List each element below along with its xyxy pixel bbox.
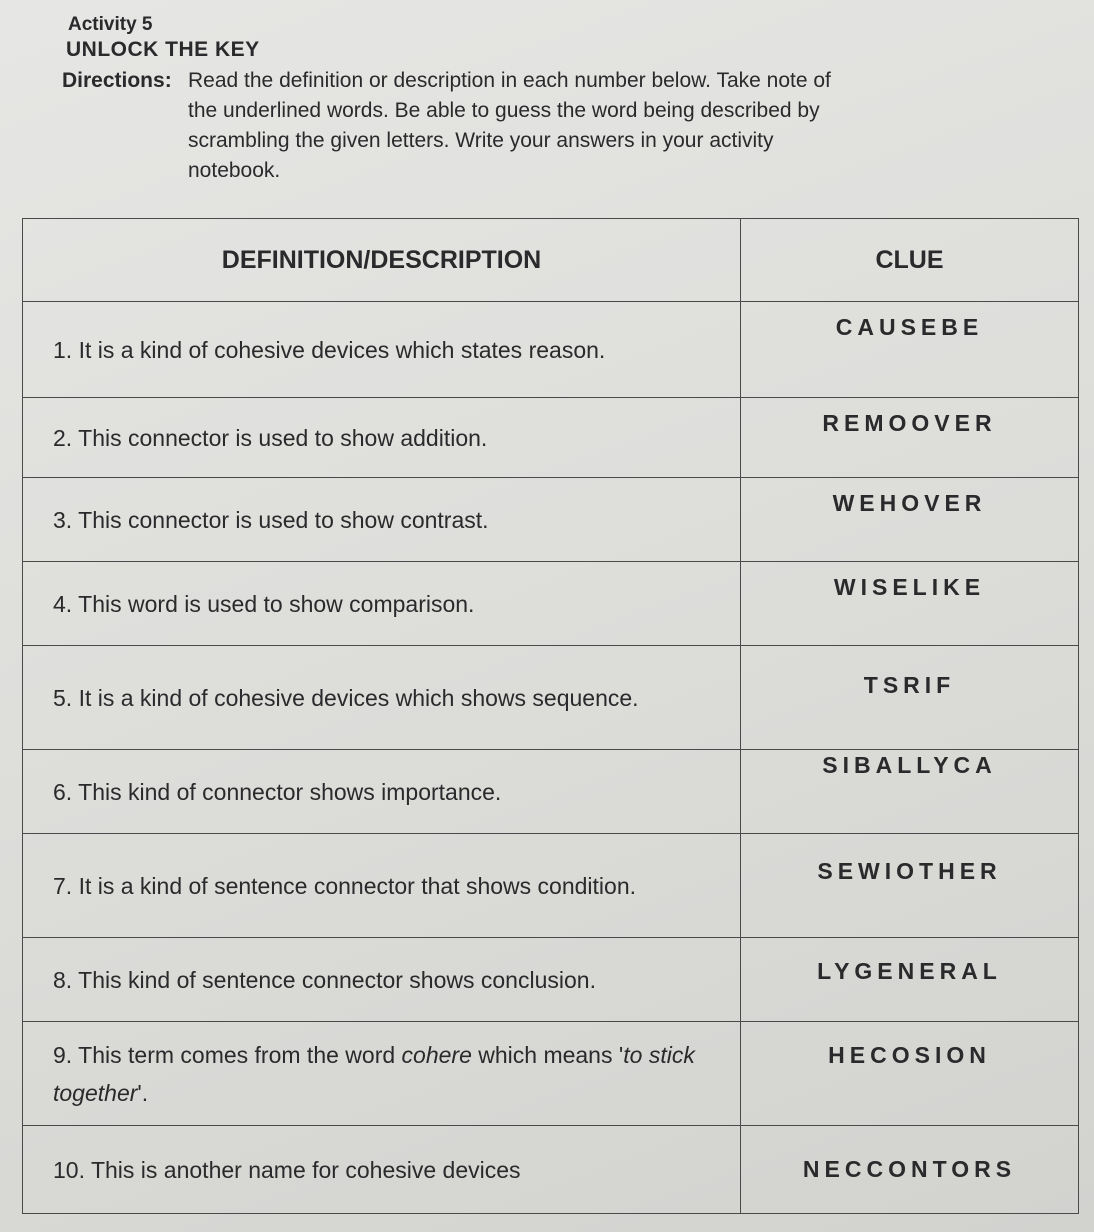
clue-cell: SEWIOTHER xyxy=(741,834,1079,938)
clue-cell: TSRIF xyxy=(741,646,1079,750)
table-row xyxy=(23,478,1079,562)
italic-word: cohere xyxy=(401,1041,472,1068)
item-number: 2. xyxy=(53,424,73,451)
definition-text: This kind of connector shows importance. xyxy=(78,778,502,805)
header-definition: DEFINITION/DESCRIPTION xyxy=(23,219,741,302)
table-row xyxy=(23,938,1079,1022)
clue-table xyxy=(22,218,1079,1214)
definition-text: This kind of sentence connector shows conclusion. xyxy=(78,966,596,993)
directions-line: notebook. xyxy=(188,159,281,182)
definition-cell xyxy=(23,1022,741,1126)
definition-text: '. xyxy=(137,1079,149,1106)
definition-cell xyxy=(23,750,741,834)
item-number: 5. xyxy=(53,684,73,711)
definition-text: This term comes from the word xyxy=(78,1041,396,1068)
table-row xyxy=(23,1126,1079,1214)
clue-cell: WEHOVER xyxy=(741,478,1079,562)
definition-text: This is another name for cohesive devices xyxy=(90,1156,521,1183)
item-number: 8. xyxy=(53,966,73,993)
activity-number: Activity 5 xyxy=(68,14,153,35)
definition-cell xyxy=(23,478,741,562)
clue-cell: CAUSEBE xyxy=(741,302,1079,398)
definition-text: It is a kind of cohesive devices which shows sequence. xyxy=(78,684,639,711)
definition-text: which means ' xyxy=(478,1041,624,1068)
definition-text: It is a kind of cohesive devices which states reason. xyxy=(78,336,606,363)
item-number: 6. xyxy=(53,778,73,805)
table-row xyxy=(23,646,1079,750)
definition-cell xyxy=(23,646,741,750)
header-clue: CLUE xyxy=(741,219,1079,302)
directions xyxy=(62,66,1052,186)
definition-cell xyxy=(23,562,741,646)
clue-cell: SIBALLYCA xyxy=(741,750,1079,834)
clue-cell: WISELIKE xyxy=(741,562,1079,646)
directions-line: the underlined words. Be able to guess the word being described by xyxy=(188,99,820,122)
clue-cell: NECCONTORS xyxy=(741,1126,1079,1214)
clue-cell: REMOOVER xyxy=(741,398,1079,478)
item-number: 9. xyxy=(53,1041,73,1068)
item-number: 1. xyxy=(53,336,73,363)
directions-text xyxy=(188,66,1052,186)
definition-text: This word is used to show comparison. xyxy=(78,590,475,617)
table-row xyxy=(23,750,1079,834)
item-number: 3. xyxy=(53,506,73,533)
definition-cell xyxy=(23,1126,741,1214)
table-row xyxy=(23,398,1079,478)
activity-title: UNLOCK THE KEY xyxy=(66,38,260,61)
directions-line: scrambling the given letters. Write your answers in your activity xyxy=(188,129,774,152)
directions-label: Directions: xyxy=(62,69,172,92)
table-row xyxy=(23,562,1079,646)
definition-cell xyxy=(23,302,741,398)
table-row xyxy=(23,834,1079,938)
italic-phrase: to stick together xyxy=(53,1041,695,1106)
definition-text: This connector is used to show contrast. xyxy=(78,506,489,533)
definition-text: It is a kind of sentence connector that shows condition. xyxy=(78,872,637,899)
definition-cell xyxy=(23,398,741,478)
clue-cell: LYGENERAL xyxy=(741,938,1079,1022)
clue-cell: HECOSION xyxy=(741,1022,1079,1126)
definition-cell xyxy=(23,938,741,1022)
item-number: 10. xyxy=(53,1156,85,1183)
definition-cell xyxy=(23,834,741,938)
item-number: 4. xyxy=(53,590,73,617)
table-header-row xyxy=(23,219,1079,302)
item-number: 7. xyxy=(53,872,73,899)
table-row xyxy=(23,1022,1079,1126)
worksheet-header xyxy=(62,14,1052,186)
table-row xyxy=(23,302,1079,398)
directions-line: Read the definition or description in each number below. Take note of xyxy=(188,69,831,92)
definition-text: This connector is used to show addition. xyxy=(78,424,488,451)
